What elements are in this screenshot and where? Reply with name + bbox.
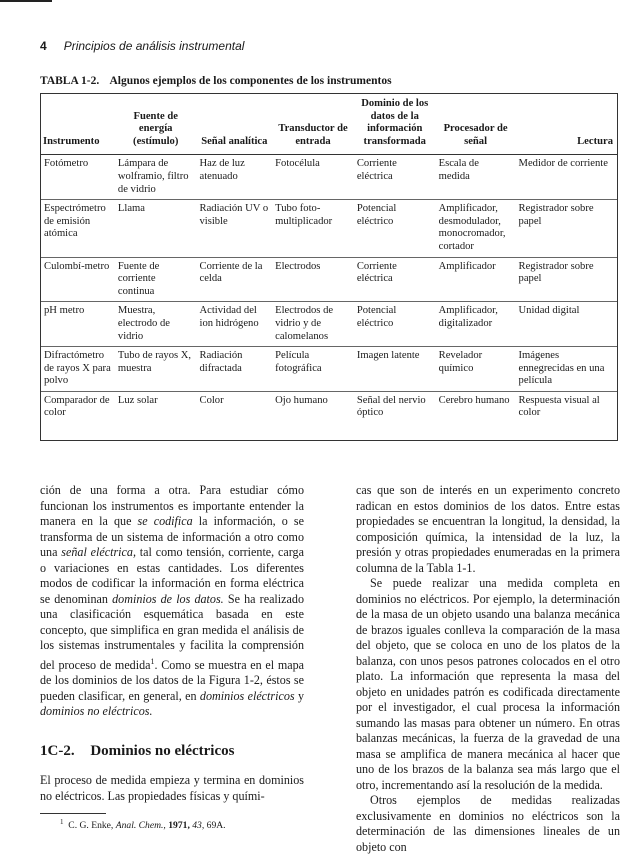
paragraph: Se puede realizar una medida completa en dominios no eléctricos. Por ejemplo, la determinación de la masa de un objeto usando una balanza mecánica de brazos iguales conlleva la comparación de la masa del objeto, que se coloca en uno de los platos de la balanza, con unos pesos patrones colocados en el otro plato. La información que representa la masa del objeto en unidades patrón es codificada directamente por el investigador, el cual procesa la información sumando las masas para obtener un número. En otras balanzas mecánicas, la fuerza de la gravedad de una masa se amplifica de manera mecánica al hacer que uno de los brazos de la balanza sea más largo que el otro, incrementando así la resolución de la medida. — [356, 576, 620, 792]
table-cell: Radiación difractada — [197, 347, 273, 392]
table-cell: Electrodos — [272, 257, 354, 302]
paragraph: cas que son de interés en un experimento concreto radican en estos dominios de los datos. Entre estas propiedades se encuentran la longitud, la densidad, la composición química, la intensidad de la luz, la presión y otras propiedades enumeradas en la primera columna de la Tabla 1-1. — [356, 483, 620, 575]
table-cell: Corriente eléctrica — [354, 155, 436, 200]
table-cell: Señal del nervio óptico — [356, 394, 426, 419]
table-cell: Registrador sobre papel — [516, 257, 617, 302]
table-cell: Actividad del ion hidrógeno — [197, 302, 273, 347]
table-cell: Haz de luz atenuado — [197, 155, 273, 200]
table-cell: Cerebro humano — [438, 394, 510, 406]
table-cell: Fotómetro — [41, 155, 115, 200]
table-cell: Corriente de la celda — [197, 257, 273, 302]
table-cell: Imágenes ennegrecidas en una película — [516, 347, 617, 392]
top-rule — [0, 0, 52, 2]
table-cell: Escala de medida — [436, 155, 516, 200]
table-cell: Lámpara de wolframio, filtro de vidrio — [115, 155, 197, 200]
table-cell: Fuente de corriente continua — [115, 257, 197, 302]
table-cell: Imagen latente — [354, 347, 436, 392]
table-cell: Película fotográfica — [272, 347, 354, 392]
table-title: Algunos ejemplos de los componentes de los instrumentos — [109, 75, 392, 87]
section-title: Dominios no eléctricos — [90, 743, 235, 759]
section-heading — [40, 743, 234, 760]
paragraph: ción de una forma a otra. Para estudiar cómo funcionan los instrumentos es importante entender la manera en la que se codifica la información, o se transforma de un sistema de información a otro como una señal eléctrica, tal como tensión, corriente, carga o variaciones en estas cantidades. Los diferentes modos de codificar la información en forma eléctrica se denominan dominios de los datos. Se ha realizado una clasificación esquemática basada en este concepto, que simplifica en gran medida el análisis de los sistemas instrumentales y facilita la comprensión del proceso de medida$^1$. Como se muestra en el mapa de los dominios de los datos de la Figura 1-2, éstos se pueden clasificar, en general, en dominios eléctricos y dominios no eléctricos. — [40, 483, 305, 719]
table-cell: Amplificador, digitalizador — [436, 302, 516, 347]
table-cell: Unidad digital — [516, 302, 617, 347]
table-cell: Potencial eléctrico — [354, 302, 436, 347]
table-cell: Respuesta visual al color — [518, 394, 600, 419]
table-cell: Radiación UV o visible — [197, 200, 273, 257]
table-row — [41, 302, 617, 347]
table-cell: Ojo humano — [275, 394, 328, 406]
table-row — [41, 200, 617, 257]
footnote-rule — [40, 813, 106, 814]
table-cell: Tubo foto-multiplicador — [272, 200, 354, 257]
col-header: Procesador de señal — [436, 94, 516, 155]
table-cell: Medidor de corriente — [516, 155, 617, 200]
col-header: Dominio de los datos de la información transformada — [354, 94, 436, 155]
table-header-row — [41, 94, 617, 155]
table-cell: pH metro — [41, 302, 115, 347]
table-cell: Amplificador — [436, 257, 516, 302]
col-header: Instrumento — [41, 94, 115, 155]
table-label: TABLA 1-2. — [40, 75, 100, 87]
table-cell: Amplificador, desmodulador, monocromador, cortador — [436, 200, 516, 257]
table-cell: Tubo de rayos X, muestra — [115, 347, 197, 392]
paragraph: Otros ejemplos de medidas realizadas exclusivamente en dominios no eléctricos son la determinación de las dimensiones lineales de un objeto con — [356, 793, 620, 854]
section-number: 1C-2. — [40, 743, 75, 759]
table-cell: Registrador sobre papel — [516, 200, 617, 257]
right-column-text — [356, 483, 620, 855]
table-cell: Revelador químico — [436, 347, 516, 392]
table-cell: Corriente eléctrica — [354, 257, 436, 302]
col-header: Señal analítica — [197, 94, 273, 155]
footnote: $^1$ C. G. Enke, Anal. Chem., 1971, 43, 69A. — [60, 818, 226, 832]
col-header: Lectura — [516, 94, 617, 155]
table-cell: Luz solar — [117, 394, 158, 406]
table-cell: Electrodos de vidrio y de calomelanos — [272, 302, 354, 347]
table-row — [41, 391, 617, 423]
table-cell: Color — [199, 394, 224, 406]
components-table — [40, 93, 618, 441]
table-cell: Difractómetro de rayos X para polvo — [41, 347, 115, 392]
col-header: Fuente de energía (estímulo) — [115, 94, 197, 155]
table-cell: Culombí-metro — [41, 257, 115, 302]
footnote-ref: 1 — [150, 656, 155, 666]
table-cell: Fotocélula — [272, 155, 354, 200]
table-row — [41, 155, 617, 200]
table-cell: Espectrómetro de emisión atómica — [41, 200, 115, 257]
table-cell: Potencial eléctrico — [354, 200, 436, 257]
running-title: Principios de análisis instrumental — [63, 39, 245, 53]
table-row — [41, 257, 617, 302]
table-caption — [40, 75, 392, 87]
section-paragraph: El proceso de medida empieza y termina en dominios no eléctricos. Las propiedades físicas y quími- — [40, 773, 304, 803]
left-column-text — [40, 483, 304, 720]
table-cell: Comparador de color — [44, 394, 110, 419]
page-header — [40, 39, 244, 54]
page-number: 4 — [40, 39, 47, 53]
table-cell: Llama — [115, 200, 197, 257]
col-header: Transductor de entrada — [272, 94, 354, 155]
table-row — [41, 347, 617, 392]
table-cell: Muestra, electrodo de vidrio — [115, 302, 197, 347]
